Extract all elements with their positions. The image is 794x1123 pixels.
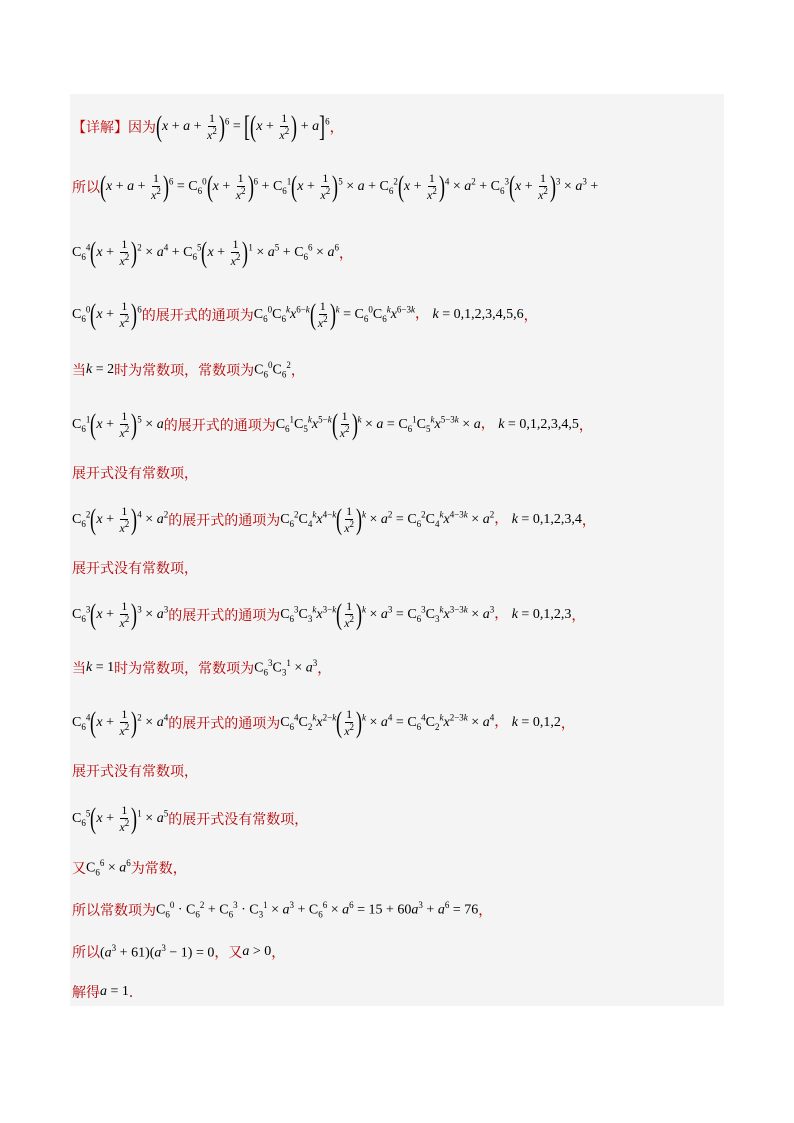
line-18-pre: 解得 (72, 985, 100, 1001)
line-17-pre: 所以 (72, 945, 100, 961)
solution-line-6 (72, 410, 722, 440)
solution-line-16 (72, 900, 722, 920)
line-6-post: ， (578, 418, 593, 434)
line-14-mid: 的展开式没有常数项， (168, 812, 309, 828)
line-16-post: ， (478, 903, 493, 919)
solution-line-8 (72, 505, 722, 535)
line-6-math-b: $C_6^1C_5^kx^{5-k}$( $\frac{1}{x^2}$ )$^k \times a = C_6^1C_5^kx^{5-3k} \times a$， k = 0,1,2,3,4,5 (275, 408, 579, 441)
line-11-math2: $C_6^3C_3^1 \times a^3$ (254, 658, 318, 678)
line-5-math2: $C_6^0C_6^2$ (254, 360, 291, 380)
line-6-mid: 的展开式的通项为 (163, 418, 276, 434)
line-11-post: ， (317, 661, 332, 677)
line-10-mid: 的展开式的通项为 (168, 608, 281, 624)
solution-line-10 (72, 600, 722, 630)
solution-line-4 (72, 300, 722, 330)
solution-line-3 (72, 238, 722, 268)
line-15-mid: 为常数， (130, 861, 187, 877)
line-2-pre: 所以 (72, 180, 100, 196)
line-17-math: $(a^3 + 61)(a^3 - 1) = 0$ (100, 942, 215, 961)
line-12-post: ， (560, 716, 575, 732)
line-14-math: $C_6^5(x$ + $\frac{1}{x^2}$ )$^1 \times a^5$ (72, 802, 169, 835)
line-1-post: ， (329, 120, 344, 136)
line-12-math-a: $C_6^4(x$ + $\frac{1}{x^2}$ )$^2 \times a^4$ (72, 706, 169, 739)
line-10-math-a: $C_6^3(x$ + $\frac{1}{x^2}$ )$^3 \times a^3$ (72, 598, 169, 631)
line-10-math-b: $C_6^3C_3^kx^{3-k}$( $\frac{1}{x^2}$ )$^k \times a^3 = C_6^3C_3^kx^{3-3k} \times a^3$， k = 0,1,2,3 (280, 598, 572, 631)
line-18-post: ． (128, 985, 143, 1001)
line-3-math: $C_6^4(x$ + $\frac{1}{x^2}$ )$^2 \times a^4 + C_6^5(x$ + $\frac{1}{x^2}$ )$^1 \times a^5 + C_6^6 \times a^6$ (72, 236, 339, 269)
line-17-mid: ，又 (214, 945, 243, 961)
line-8-mid: 的展开式的通项为 (168, 513, 281, 529)
line-5-mid: 时为常数项，常数项为 (114, 363, 255, 379)
line-4-post: ， (523, 308, 538, 324)
solution-line-1 (72, 112, 722, 142)
solution-line-9 (72, 558, 722, 578)
line-12-math-b: $C_6^4C_2^kx^{2-k}$( $\frac{1}{x^2}$ )$^k \times a^4 = C_6^4C_2^kx^{2-3k} \times a^4$， k = 0,1,2 (280, 706, 561, 739)
line-4-mid: 的展开式的通项为 (141, 308, 254, 324)
line-11-mid: 时为常数项，常数项为 (114, 661, 255, 677)
line-18-math: a = 1 (100, 984, 129, 999)
line-8-post: ， (581, 513, 596, 529)
solution-line-18 (72, 982, 722, 1002)
line-6-math-a: $C_6^1(x$ + $\frac{1}{x^2}$ )$^5$ × a (72, 408, 164, 441)
line-7-pre: 展开式没有常数项， (72, 466, 198, 482)
solution-line-15 (72, 858, 722, 878)
line-11-math: k = 1 (86, 660, 115, 675)
line-1-pre: 因为 (128, 120, 156, 136)
line-17-post: ， (271, 945, 286, 961)
line-5-post: ， (290, 363, 305, 379)
line-8-math-b: $C_6^2C_4^kx^{4-k}$( $\frac{1}{x^2}$ )$^k \times a^2 = C_6^2C_4^kx^{4-3k} \times a^2$， k = 0,1,2,3,4 (280, 503, 582, 536)
line-2-math: (x + a + $\frac{1}{x^2}$ )$^6 = C_6^0(x$ + $\frac{1}{x^2}$ )$^6 + C_6^1(x$ + $\frac{1}{x^2}$ )$^5 \times a + C_6^2(x$ + $\frac{1}{x^2}$ )$^4 \times a^2 + C_6^3(x$ + $\frac{1}{x^2}$ )$^3 \times a^3$ + (100, 170, 599, 203)
solution-line-7 (72, 463, 722, 483)
line-17-math2: a > 0 (242, 944, 272, 959)
line-16-math: $C_6^0 \cdot C_6^2 + C_6^3 \cdot C_3^1 \times a^3 + C_6^6 \times a^6 = 15 + 60a^3 + a^6 = 76$ (156, 900, 479, 920)
line-15-pre: 又 (72, 861, 86, 877)
line-9-pre: 展开式没有常数项， (72, 561, 198, 577)
solution-line-11 (72, 658, 722, 678)
line-1-math: (x + a + $\frac{1}{x^2}$ )$^6$ = [(x + $\frac{1}{x^2}$ ) + a]$^6$ (156, 110, 330, 143)
line-15-math: $C_6^6 \times a^6$ (86, 858, 131, 878)
line-12-mid: 的展开式的通项为 (168, 716, 281, 732)
solution-label: 【详解】 (72, 120, 128, 136)
solution-line-12 (72, 708, 722, 738)
solution-line-2 (72, 172, 722, 202)
line-13-pre: 展开式没有常数项， (72, 764, 198, 780)
line-8-math-a: $C_6^2(x$ + $\frac{1}{x^2}$ )$^4 \times a^2$ (72, 503, 169, 536)
solution-line-5 (72, 360, 722, 380)
line-5-pre: 当 (72, 363, 86, 379)
solution-line-17 (72, 942, 722, 962)
solution-line-13 (72, 761, 722, 781)
line-16-pre: 所以常数项为 (72, 903, 156, 919)
line-3-post: ， (338, 246, 353, 262)
line-11-pre: 当 (72, 661, 86, 677)
solution-line-14 (72, 804, 722, 834)
line-4-math-a: $C_6^0(x$ + $\frac{1}{x^2}$ )$^6$ (72, 298, 142, 331)
line-4-math-b: $C_6^0C_6^kx^{6-k}$( $\frac{1}{x^2}$ )$^k = C_6^0C_6^kx^{6-3k}$， k = 0,1,2,3,4,5,6 (253, 298, 524, 331)
line-5-math: k = 2 (86, 362, 115, 377)
line-10-post: ， (571, 608, 586, 624)
